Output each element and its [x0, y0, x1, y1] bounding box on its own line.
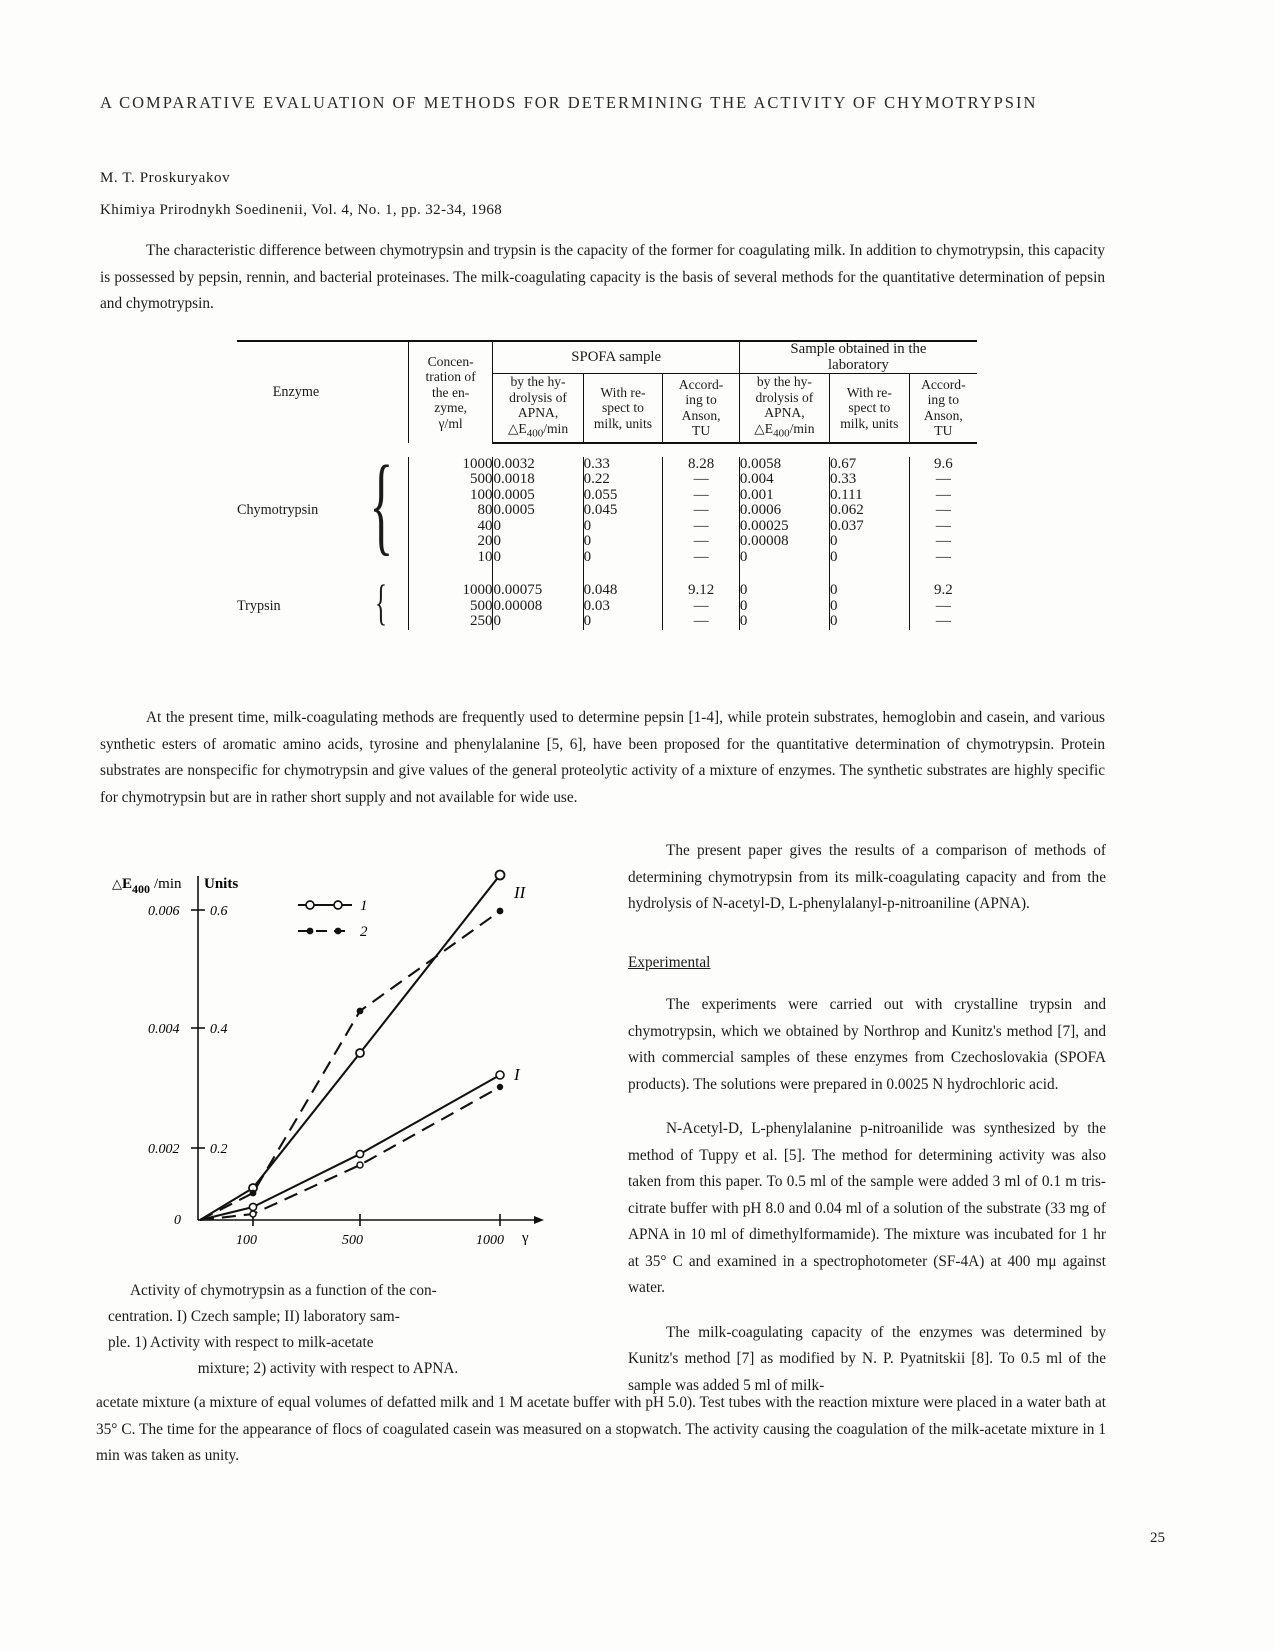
cell-spofa-anson: — [663, 472, 740, 488]
cell-spofa-milk: 0.33 [583, 457, 663, 473]
datapoint [357, 1162, 363, 1168]
intro-paragraph: The characteristic difference between chymotrypsin and trypsin is the capacity of the former for coagulating milk. In addition to chymotrypsin, this capacity is possessed by pepsin, rennin, and bacterial proteinases. The milk-coagulating capacity is the basis of several methods for the quantitative determination of pepsin and chymotrypsin. [100, 242, 1105, 312]
th-lb-apna-400: 400 [773, 427, 790, 440]
cell-lab-apna: 0.001 [739, 488, 829, 504]
cell-lab-apna: 0.00008 [739, 534, 829, 550]
th-lab-milk [829, 374, 909, 443]
cell-lab-anson: — [909, 488, 977, 504]
th-lb-anson-l3: Anson, [923, 407, 963, 423]
th-sp-apna-l1: by the hy- [510, 374, 566, 389]
th-lb-apna-l2: drolysis of [755, 389, 814, 405]
cell-conc: 20 [408, 534, 493, 550]
cell-spofa-apna: 0.0018 [493, 472, 583, 488]
series-II-1-line [200, 875, 500, 1220]
cell-lab-milk: 0.062 [829, 503, 909, 519]
y-axis-label-400: 400 [132, 882, 150, 896]
cell-lab-milk: 0 [829, 599, 909, 615]
cell-spofa-apna: 0 [493, 550, 583, 566]
th-lb-anson-l2: ing to [927, 392, 959, 408]
cell-spofa-milk: 0.045 [583, 503, 663, 519]
datapoint [356, 1150, 363, 1157]
cell-spofa-milk: 0.22 [583, 472, 663, 488]
datapoint [250, 1190, 257, 1197]
cell-spofa-anson: — [663, 550, 740, 566]
cell-spofa-anson: — [663, 488, 740, 504]
cell-lab-apna: 0 [739, 550, 829, 566]
cell-lab-anson: — [909, 599, 977, 615]
th-sp-anson-l3: Anson, [681, 407, 721, 423]
cell-conc: 40 [408, 519, 493, 535]
cell-lab-apna: 0 [739, 614, 829, 630]
th-sp-apna-min: /min [543, 420, 569, 436]
cell-spofa-apna: 0 [493, 519, 583, 535]
cell-lab-anson: 9.2 [909, 583, 977, 599]
cell-spofa-apna: 0.0005 [493, 488, 583, 504]
th-sp-apna-400: 400 [526, 427, 544, 440]
author-name: M. T. Proskuryakov [100, 170, 231, 186]
cell-lab-milk: 0 [829, 550, 909, 566]
y-ticklabel-left-0004: 0.004 [148, 1022, 180, 1037]
cell-conc: 250 [408, 614, 493, 630]
th-conc-line4: zyme, [434, 400, 468, 416]
th-lb-apna-l3: APNA, [764, 405, 805, 420]
cell-spofa-milk: 0.048 [583, 583, 663, 599]
table-row [237, 583, 977, 599]
th-conc-line2: tration of [425, 369, 476, 385]
y-axis-label-min: /min [154, 876, 182, 892]
th-sp-milk-l2: spect to [602, 400, 644, 416]
cell-spofa-anson: — [663, 519, 740, 535]
cell-spofa-anson: — [663, 599, 740, 615]
y-axis-label-E: E [122, 876, 133, 892]
cell-spofa-milk: 0 [583, 550, 663, 566]
cell-lab-apna: 0.0006 [739, 503, 829, 519]
th-sp-milk-l1: With re- [600, 384, 646, 400]
cell-spofa-apna: 0.0005 [493, 503, 583, 519]
chart-legend [298, 898, 368, 940]
table-row [237, 457, 977, 473]
datapoint [356, 1049, 364, 1057]
cell-spofa-anson: 8.28 [663, 457, 740, 473]
cell-spofa-apna: 0 [493, 614, 583, 630]
cell-conc: 80 [408, 503, 493, 519]
th-lb-apna-min: /min [789, 420, 815, 436]
cell-lab-anson: — [909, 472, 977, 488]
legend-2-marker-a [307, 928, 314, 935]
cell-spofa-apna: 0.0032 [493, 457, 583, 473]
figure-caption-line1: Activity of chymotrypsin as a function of the con- [130, 1282, 437, 1299]
x-axis-arrow [534, 1216, 544, 1224]
right-paragraph-4: The milk-coagulating capacity of the enzymes was determined by Kunitz's method [7] as modified by N. P. Pyatnitskii [8]. To 0.5 ml of the sample was added 5 ml of milk- [628, 1323, 1106, 1394]
curve-label-II: II [514, 883, 526, 902]
cell-lab-milk: 0.33 [829, 472, 909, 488]
th-lb-apna-delta: △E [754, 420, 774, 436]
th-lab-anson [909, 374, 977, 443]
cell-lab-apna: 0.0058 [739, 457, 829, 473]
th-conc-line3: the en- [431, 384, 470, 400]
results-table [237, 340, 977, 630]
y-ticklabel-left-0006: 0.006 [148, 904, 180, 919]
legend-1-marker-b [334, 901, 342, 909]
cell-lab-anson: — [909, 614, 977, 630]
right-column [628, 838, 1106, 1417]
th-lb-milk-l2: spect to [848, 400, 891, 416]
cell-lab-anson: — [909, 519, 977, 535]
th-conc-line1: Concen- [427, 353, 474, 369]
y-axis-label-units: Units [204, 876, 239, 892]
datapoint [249, 1203, 256, 1210]
datapoint [496, 871, 505, 880]
legend-2-marker-b [335, 928, 342, 935]
th-group-spofa: SPOFA sample [493, 341, 739, 374]
cell-lab-milk: 0.67 [829, 457, 909, 473]
right-paragraph-2: The experiments were carried out with crystalline trypsin and chymotrypsin, which we obtained by Northrop and Kunitz's method [7], and with commercial samples of these enzymes from Czechoslovakia (SPOFA products). The solutions were prepared in 0.0025 N hydrochloric acid. [628, 996, 1106, 1093]
cell-conc: 100 [408, 488, 493, 504]
legend-1-marker-a [306, 901, 314, 909]
cell-spofa-milk: 0 [583, 534, 663, 550]
bottom-paragraph: acetate mixture (a mixture of equal volumes of defatted milk and 1 M acetate buffer with pH 5.0). Test tubes with the reaction mixture were placed in a water bath at 35° C. The time for the appearance of flocs of coagulated casein was measured on a stopwatch. The activity causing the coagulation of the milk-acetate mixture in 1 min was taken as unity. [96, 1394, 1106, 1464]
th-lab-line1: Sample obtained in the [790, 341, 927, 357]
th-sp-anson-l1: Accord- [678, 376, 724, 392]
page-title: A COMPARATIVE EVALUATION OF METHODS FOR DETERMINING THE ACTIVITY OF CHYMOTRYPSIN [100, 93, 1038, 112]
cell-spofa-anson: — [663, 534, 740, 550]
th-sp-apna-delta: △E [507, 420, 527, 436]
cell-lab-milk: 0 [829, 534, 909, 550]
right-paragraph-1: The present paper gives the results of a comparison of methods of determining chymotrypsin from its milk-coagulating capacity and from the hydrolysis of N-acetyl-D, L-phenylalanyl-p-nitroaniline (APNA). [628, 842, 1106, 912]
cell-spofa-apna: 0 [493, 534, 583, 550]
cell-conc: 1000 [408, 583, 493, 599]
th-spofa-anson [663, 374, 740, 443]
cell-spofa-anson: — [663, 503, 740, 519]
data-table-container [237, 340, 977, 630]
datapoint [250, 1211, 256, 1217]
x-ticklabel-0: 0 [174, 1213, 181, 1228]
cell-lab-milk: 0.111 [829, 488, 909, 504]
th-spofa-milk [583, 374, 663, 443]
x-ticklabel-500: 500 [342, 1233, 363, 1248]
th-lb-anson-l1: Accord- [921, 376, 966, 392]
datapoint [497, 908, 504, 915]
cell-conc: 500 [408, 472, 493, 488]
cell-lab-apna: 0 [739, 583, 829, 599]
cell-lab-apna: 0.00025 [739, 519, 829, 535]
th-sp-apna-l2: drolysis of [509, 389, 567, 405]
legend-1-label: 1 [360, 898, 368, 914]
y-ticklabel-right-02: 0.2 [210, 1142, 228, 1157]
cell-lab-milk: 0 [829, 583, 909, 599]
th-sp-anson-l2: ing to [685, 392, 717, 408]
cell-conc: 10 [408, 550, 493, 566]
cell-lab-apna: 0 [739, 599, 829, 615]
cell-spofa-milk: 0.03 [583, 599, 663, 615]
y-ticklabel-right-06: 0.6 [210, 904, 228, 919]
th-sp-milk-l3: milk, units [593, 415, 653, 431]
figure-caption [108, 1278, 548, 1382]
cell-spofa-milk: 0 [583, 614, 663, 630]
datapoint [357, 1008, 364, 1015]
y-axis-label-delta: △ [112, 876, 122, 891]
curve-label-I: I [514, 1065, 520, 1084]
datapoint [496, 1071, 504, 1079]
cell-lab-anson: — [909, 550, 977, 566]
page-number: 25 [1150, 1530, 1165, 1546]
figure-caption-line4: mixture; 2) activity with respect to APNA. [197, 1360, 459, 1377]
th-concentration [408, 341, 493, 443]
section-heading-experimental: Experimental [628, 953, 711, 971]
cell-lab-anson: — [909, 503, 977, 519]
cell-spofa-apna: 0.00075 [493, 583, 583, 599]
journal-reference: Khimiya Prirodnykh Soedinenii, Vol. 4, No. 1, pp. 32-34, 1968 [100, 202, 503, 218]
x-ticklabel-1000: 1000 [476, 1233, 504, 1248]
row-enzyme-trypsin: Trypsin [237, 597, 281, 614]
th-spofa-apna [493, 374, 583, 443]
th-group-laboratory [739, 341, 977, 374]
cell-lab-apna: 0.004 [739, 472, 829, 488]
cell-conc: 1000 [408, 457, 493, 473]
brace-trypsin: { [375, 574, 388, 631]
activity-chart [110, 848, 550, 1263]
row-enzyme-chymotrypsin: Chymotrypsin [237, 502, 319, 519]
cell-conc: 500 [408, 599, 493, 615]
th-lb-anson-l4: TU [934, 423, 953, 439]
cell-lab-milk: 0 [829, 614, 909, 630]
th-lb-milk-l1: With re- [846, 384, 892, 400]
cell-spofa-anson: 9.12 [663, 583, 740, 599]
th-lab-line2: laboratory [828, 356, 889, 373]
figure-caption-line3: ple. 1) Activity with respect to milk-acetate [108, 1334, 374, 1351]
th-lab-apna [739, 374, 829, 443]
y-ticklabel-right-04: 0.4 [210, 1022, 228, 1037]
th-lb-milk-l3: milk, units [840, 415, 899, 431]
th-enzyme: Enzyme [272, 383, 320, 400]
cell-spofa-anson: — [663, 614, 740, 630]
brace-chymotrypsin: { [369, 443, 394, 566]
th-sp-apna-l3: APNA, [517, 405, 559, 420]
th-sp-anson-l4: TU [692, 423, 711, 439]
cell-spofa-milk: 0.055 [583, 488, 663, 504]
figure-caption-line2: centration. I) Czech sample; II) laboratory sam- [108, 1308, 400, 1325]
th-conc-line5: γ/ml [438, 415, 463, 431]
y-ticklabel-left-0002: 0.002 [148, 1142, 180, 1157]
th-lb-apna-l1: by the hy- [756, 374, 812, 389]
legend-2-label: 2 [360, 924, 368, 940]
chart-svg [110, 848, 550, 1263]
series-I-2-line [200, 1087, 500, 1220]
x-ticklabel-100: 100 [236, 1233, 257, 1248]
cell-spofa-milk: 0 [583, 519, 663, 535]
middle-paragraph: At the present time, milk-coagulating methods are frequently used to determine pepsin [1-4], while protein substrates, hemoglobin and casein, and various synthetic esters of aromatic amino acids, tyrosine and phenylalanine [5, 6], have been proposed for the quantitative determination of chymotrypsin. Protein substrates are nonspecific for chymotrypsin and give values of the general proteolytic activity of a mixture of enzymes. The synthetic substrates are highly specific for chymotrypsin but are in rather short supply and not available for wide use. [100, 709, 1105, 806]
right-paragraph-3: N-Acetyl-D, L-phenylalanine p-nitroanilide was synthesized by the method of Tuppy et al. [5]. The method for determining activity was also taken from this paper. To 0.5 ml of the sample were added 3 ml of 0.1 m tris-citrate buffer with pH 8.0 and 0.04 ml of a solution of the substrate (33 mg of APNA in 10 ml of dimethylformamide). The mixture was incubated for 1 hr at 35° C and examined in a spectrophotometer (SF-4A) at 400 mμ against water. [628, 1120, 1106, 1296]
cell-lab-milk: 0.037 [829, 519, 909, 535]
datapoint [497, 1084, 503, 1090]
cell-lab-anson: 9.6 [909, 457, 977, 473]
cell-lab-anson: — [909, 534, 977, 550]
cell-spofa-apna: 0.00008 [493, 599, 583, 615]
x-axis-unit-gamma: γ [522, 1230, 529, 1246]
